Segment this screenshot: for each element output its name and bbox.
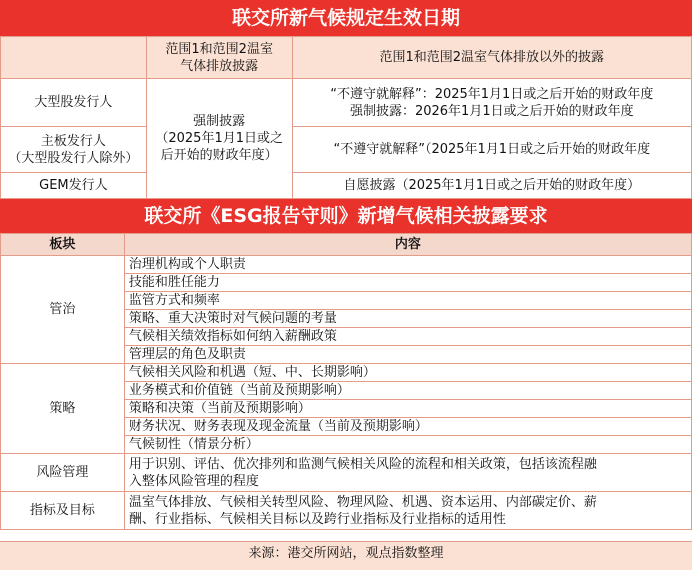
col-board-header: 板块 xyxy=(1,234,125,256)
issuer-main-board: 主板发行人 （大型股发行人除外） xyxy=(1,127,147,173)
section2-title: 联交所《ESG报告守则》新增气候相关披露要求 xyxy=(0,199,692,233)
risk-management-content: 用于识别、评估、优次排列和监测气候相关风险的流程和相关政策，包括该流程融 入整体风险管理的程度 xyxy=(124,454,691,492)
board-strategy: 策略 xyxy=(1,364,125,454)
effective-dates-table xyxy=(0,36,692,199)
gem-other: 自愿披露（2025年1月1日或之后开始的财政年度） xyxy=(292,173,691,199)
governance-item: 治理机构或个人职责 xyxy=(124,256,691,274)
strategy-item: 业务模式和价值链（当前及预期影响） xyxy=(124,382,691,400)
header-empty xyxy=(1,37,147,79)
strategy-item: 气候相关风险和机遇（短、中、长期影响） xyxy=(124,364,691,382)
strategy-item: 财务状况、财务表现及现金流量（当前及预期影响） xyxy=(124,418,691,436)
issuer-gem: GEM发行人 xyxy=(1,173,147,199)
board-metrics-targets: 指标及目标 xyxy=(1,492,125,530)
board-risk-management: 风险管理 xyxy=(1,454,125,492)
large-cap-other: “不遵守就解释”：2025年1月1日或之后开始的财政年度 强制披露：2026年1月1日或之后开始的财政年度 xyxy=(292,79,691,127)
climate-requirements-table xyxy=(0,233,692,530)
source-note: 来源：港交所网站，观点指数整理 xyxy=(0,541,692,570)
scope12-mandatory: 强制披露 （2025年1月1日或之 后开始的财政年度） xyxy=(146,79,292,199)
col-content-header: 内容 xyxy=(124,234,691,256)
strategy-item: 策略和决策（当前及预期影响） xyxy=(124,400,691,418)
strategy-item: 气候韧性（情景分析） xyxy=(124,436,691,454)
header-scope12: 范围1和范围2温室 气体排放披露 xyxy=(146,37,292,79)
board-governance: 管治 xyxy=(1,256,125,364)
section1-title: 联交所新气候规定生效日期 xyxy=(0,0,692,36)
governance-item: 策略、重大决策时对气候问题的考量 xyxy=(124,310,691,328)
metrics-targets-content: 温室气体排放、气候相关转型风险、物理风险、机遇、资本运用、内部碳定价、薪 酬、行业指标、气候相关目标以及跨行业指标及行业指标的适用性 xyxy=(124,492,691,530)
governance-item: 技能和胜任能力 xyxy=(124,274,691,292)
header-other-disclosure: 范围1和范围2温室气体排放以外的披露 xyxy=(292,37,691,79)
governance-item: 监管方式和频率 xyxy=(124,292,691,310)
main-board-other: “不遵守就解释”（2025年1月1日或之后开始的财政年度 xyxy=(292,127,691,173)
issuer-large-cap: 大型股发行人 xyxy=(1,79,147,127)
governance-item: 气候相关绩效指标如何纳入薪酬政策 xyxy=(124,328,691,346)
governance-item: 管理层的角色及职责 xyxy=(124,346,691,364)
